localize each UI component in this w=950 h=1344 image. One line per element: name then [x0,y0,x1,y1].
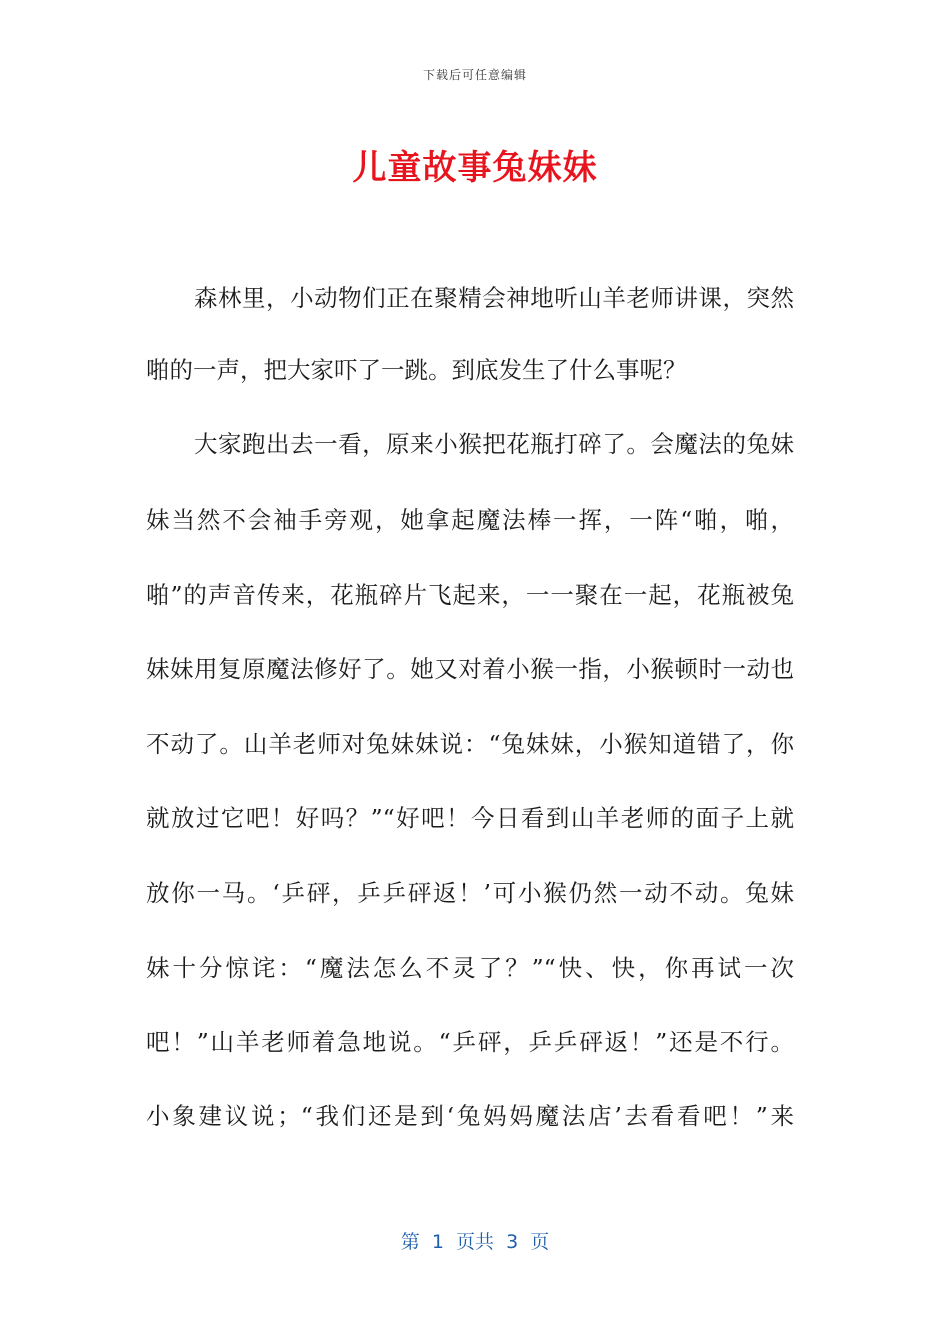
body-line: 吧！”山羊老师着急地说。“乒砰，乒乒砰返！”还是不行。 [146,1028,794,1056]
page-number-footer: 第 1 页共 3 页 [400,1231,550,1253]
body-line: 啪的一声，把大家吓了一跳。到底发生了什么事呢？ [146,356,687,384]
body-line: 不动了。山羊老师对兔妹妹说：“兔妹妹，小猴知道错了，你 [146,730,794,758]
body-line: 啪”的声音传来，花瓶碎片飞起来，一一聚在一起，花瓶被兔 [146,581,794,609]
document-title: 儿童故事兔妹妹 [352,148,598,188]
body-line: 小象建议说；“我们还是到‘兔妈妈魔法店’去看看吧！”来 [146,1102,794,1130]
body-line: 放你一马。‘乒砰，乒乒砰返！’可小猴仍然一动不动。兔妹 [146,879,794,907]
body-line: 大家跑出去一看，原来小猴把花瓶打碎了。会魔法的兔妹 [194,430,794,458]
body-line: 妹当然不会袖手旁观，她拿起魔法棒一挥，一阵“啪，啪， [146,506,794,534]
body-line: 妹妹用复原魔法修好了。她又对着小猴一指，小猴顿时一动也 [146,655,794,683]
body-line: 就放过它吧！好吗？”“好吧！今日看到山羊老师的面子上就 [146,804,794,832]
body-line: 妹十分惊诧：“魔法怎么不灵了？”“快、快，你再试一次 [146,954,794,982]
body-line: 森林里，小动物们正在聚精会神地听山羊老师讲课，突然 [194,284,794,312]
header-note: 下载后可任意编辑 [422,68,527,82]
